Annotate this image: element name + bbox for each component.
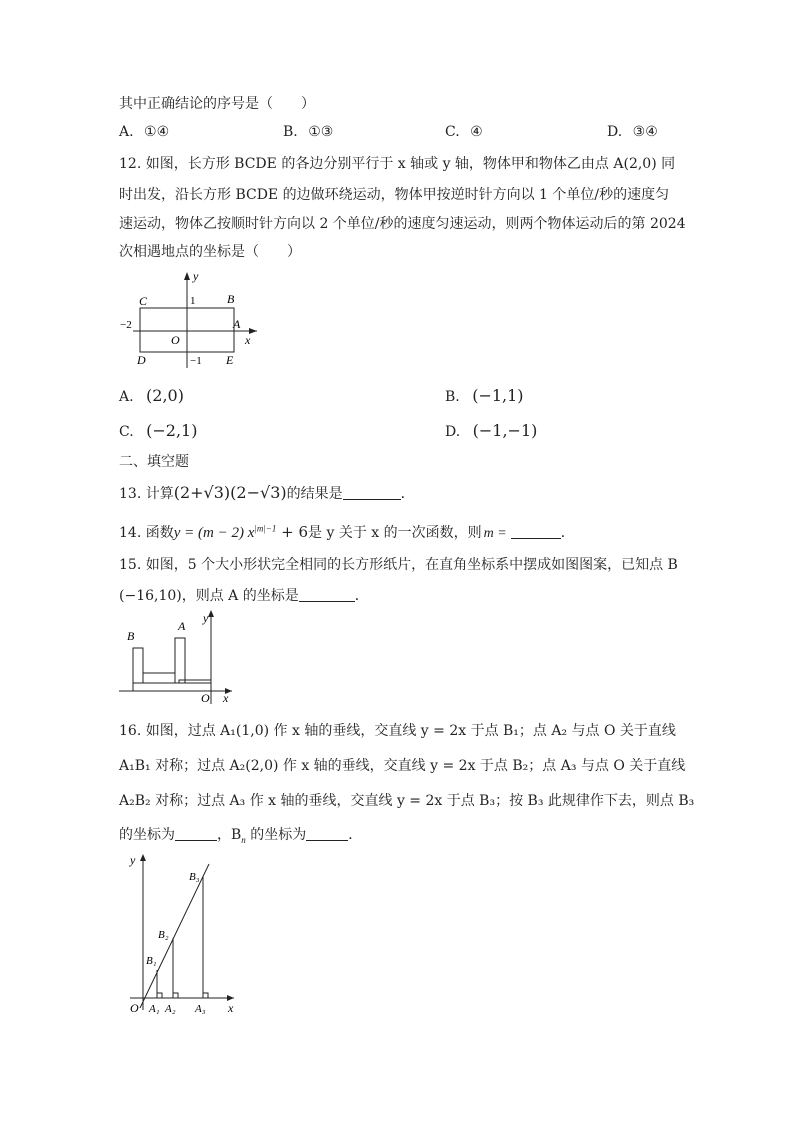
q12-option-a: A. (2,0) [119,386,184,405]
y-axis-label: y [203,611,209,625]
paper-rect-base [179,680,211,683]
y-axis-arrow [140,854,146,861]
line-y-equals-2x [140,864,209,1008]
q13-expression: (2+√3)(2−√3) [173,483,287,502]
q11-option-a: A. ①④ [119,124,170,140]
y-axis-arrow [208,610,214,617]
x-axis-label: x [228,1001,234,1015]
answer-blank [343,485,401,500]
point-c-label: C [139,294,148,308]
q16-line-2: A₁B₁ 对称；过点 A₂(2,0) 作 x 轴的垂线，交直线 y = 2x 于点 B₂；点 A₃ 与点 O 关于直线 [119,758,686,774]
question-number: 14. [119,525,142,541]
q12-option-d: D. (−1,−1) [445,421,538,440]
right-angle-mark-a2 [173,993,178,998]
point-b-label: B [227,292,235,306]
q14-line: 14. 函数y = (m − 2) $x^{|m|-1} + 6$是 y 关于 x 的一次函数，则 m = ． [119,523,575,541]
point-a2-label: A₂ [165,1003,176,1015]
q16-line-1: 16. 如图，过点 A₁(1,0) 作 x 轴的垂线，交直线 y = 2x 于点 B₁；点 A₂ 与点 O 关于直线 [119,723,676,739]
y-axis-label: y [130,853,136,867]
right-angle-mark-a1 [157,993,162,998]
x-axis-label: x [223,691,229,705]
q11-stem-tail: 其中正确结论的序号是（ ） [119,96,315,112]
q13-line: 13. 计算(2+√3)(2−√3)的结果是 ． [119,483,415,502]
q15-line-2: (−16,10)，则点 A 的坐标是 ． [119,588,369,604]
origin-label: O [171,333,180,347]
answer-blank-bn [306,826,348,841]
q16-figure [116,852,246,1022]
right-angle-mark-a3 [203,993,208,998]
point-a1-label: A₁ [149,1003,160,1015]
answer-blank [511,524,561,539]
point-b-label: B [127,629,135,643]
point-a-label: A [178,619,186,633]
origin-label: O [130,1001,139,1015]
x-axis-label: x [245,333,251,347]
q12-line-1: 12. 如图，长方形 BCDE 的各边分别平行于 x 轴或 y 轴，物体甲和物体乙由点 A(2,0) 同 [119,156,676,172]
point-e-label: E [226,353,234,367]
point-b1-label: B₁ [146,955,157,967]
q11-option-b: B. ①③ [283,124,334,140]
q12-option-b: B. (−1,1) [445,386,524,405]
tick-label-1: 1 [190,295,196,307]
paper-rect-left-vertical [133,648,143,683]
origin-label: O [201,691,210,705]
q12-option-c: C. (−2,1) [119,421,198,440]
q11-option-c: C. ④ [445,124,483,140]
q12-figure [115,268,275,370]
paper-rect-bottom [133,683,211,691]
paper-rect-right-vertical [175,638,185,683]
paper-rect-middle [143,673,175,683]
section-heading: 二、填空题 [119,454,189,470]
answer-blank-b3 [175,826,217,841]
point-b2-label: B₂ [158,929,169,941]
answer-blank [299,587,355,602]
question-number: 13. [119,486,142,502]
point-a-label: A [233,317,241,331]
point-d-label: D [137,353,146,367]
question-number: 15. [119,557,142,573]
tick-label-minus-1: −1 [190,355,202,367]
tick-label-minus-2: −2 [120,319,132,331]
q15-line-1: 15. 如图，5 个大小形状完全相同的长方形纸片，在直角坐标系中摆成如图图案，已知点 B [119,557,678,573]
question-number: 16. [119,723,142,739]
q15-figure [119,608,239,708]
q12-line-4: 次相遇地点的坐标是（ ） [119,244,301,260]
q11-option-d: D. ③④ [607,124,658,140]
point-b3-label: B₃ [189,871,200,883]
q16-line-4: 的坐标为 ，$B_n$ 的坐标为 ． [119,827,363,845]
q14-expression: y = (m − 2) x [173,525,255,541]
q12-line-3: 速运动，物体乙按顺时针方向以 2 个单位/秒的速度匀速运动，则两个物体运动后的第 2024 [119,216,686,232]
question-number: 12. [119,156,142,172]
q16-line-3: A₂B₂ 对称；过点 A₃ 作 x 轴的垂线，交直线 y = 2x 于点 B₃；按 B₃ 此规律作下去，则点 B₃ [119,793,695,809]
y-axis-label: y [193,269,199,283]
q12-line-2: 时出发，沿长方形 BCDE 的边做环绕运动，物体甲按逆时针方向以 1 个单位/秒的速度匀 [119,187,670,203]
point-a3-label: A₃ [195,1003,206,1015]
y-axis-arrow [184,272,190,280]
